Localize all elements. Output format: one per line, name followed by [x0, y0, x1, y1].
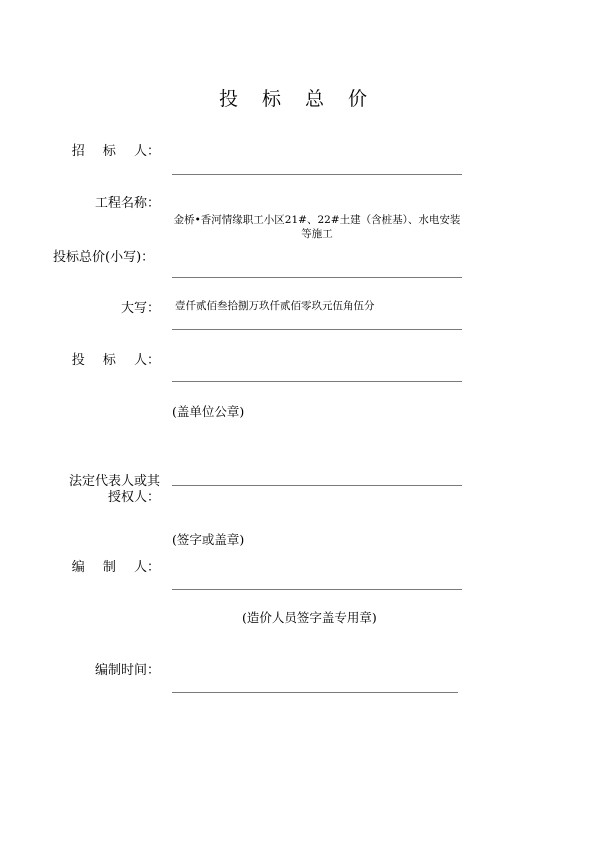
legal-rep-underline	[172, 485, 462, 486]
page-title: 投 标 总 价	[218, 88, 377, 110]
total-lower-label: 投标总价(小写)：	[53, 250, 155, 265]
tenderer-underline	[172, 174, 462, 175]
tenderer-label: 招 标 人：	[71, 144, 160, 159]
compile-time-label: 编制时间：	[94, 663, 160, 678]
bidder-label: 投 标 人：	[71, 353, 160, 368]
total-upper-label: 大写：	[120, 301, 160, 316]
total-upper-value: 壹仟贰佰叁拾捌万玖仟贰佰零玖元伍角伍分	[175, 300, 375, 312]
total-upper-underline	[172, 329, 462, 330]
compile-time-underline	[172, 692, 458, 693]
legal-rep-label-line1: 法定代表人或其	[68, 474, 160, 489]
legal-rep-label-line2: 授权人：	[107, 490, 160, 505]
project-name-value: 金桥•香河情缘职工小区21#、22#土建（含桩基）、水电安装等施工	[173, 214, 461, 240]
bidder-seal-note: (盖单位公章)	[172, 404, 245, 419]
compiler-label: 编 制 人：	[71, 560, 160, 575]
compiler-underline	[172, 589, 462, 590]
total-lower-underline	[172, 277, 462, 278]
legal-rep-sign-note: (签字或盖章)	[172, 532, 245, 547]
project-name-label: 工程名称：	[94, 196, 160, 211]
bidder-underline	[172, 381, 462, 382]
compiler-seal-note: (造价人员签字盖专用章)	[242, 610, 377, 625]
